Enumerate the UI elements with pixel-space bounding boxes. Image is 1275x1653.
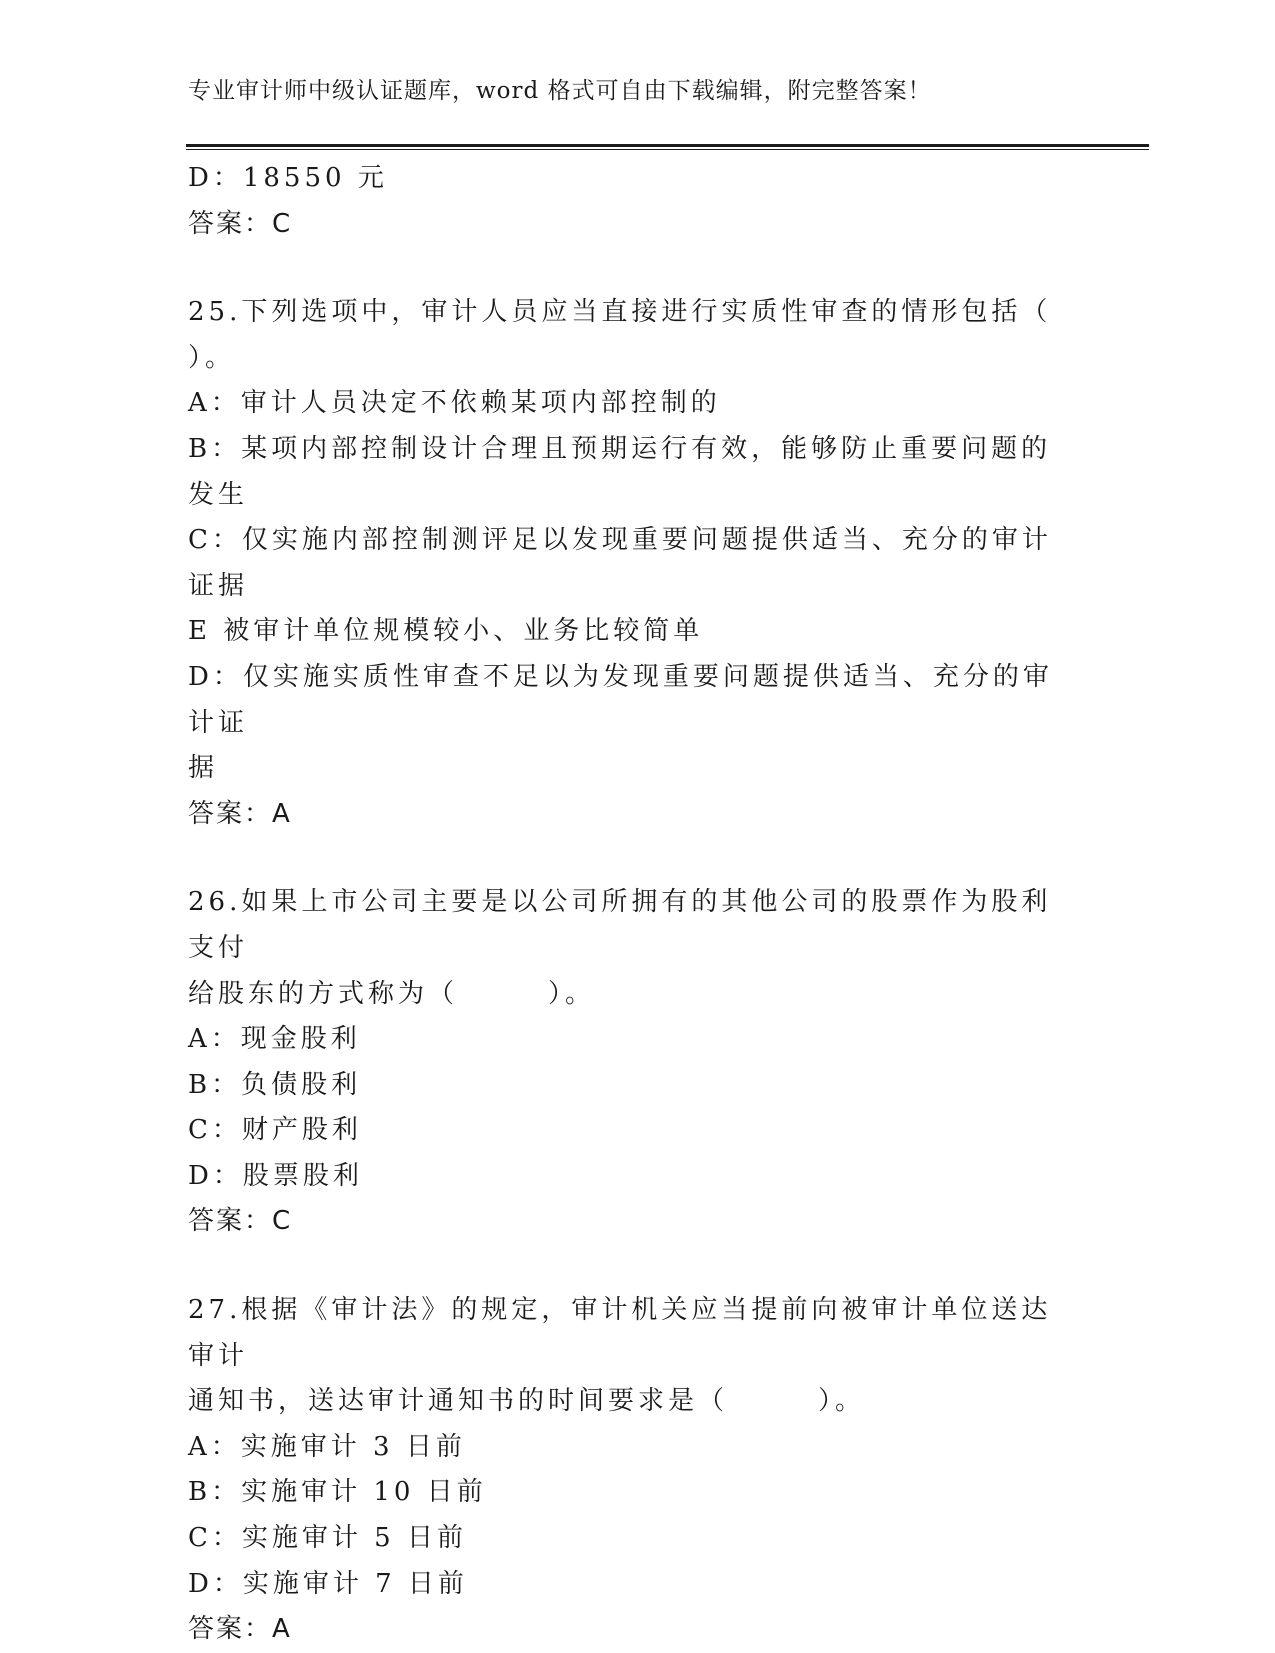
question-stem-cont: ）。 xyxy=(188,342,236,373)
option-b: B：某项内部控制设计合理且预期运行有效，能够防止重要问题的发生 xyxy=(188,433,1052,510)
prev-answer: 答案：C xyxy=(188,208,293,239)
question-stem-cont: 通知书，送达审计通知书的时间要求是（ ）。 xyxy=(188,1386,866,1417)
option-a: A：现金股利 xyxy=(188,1024,361,1055)
option-c: C：实施审计 5 日前 xyxy=(188,1523,467,1554)
spacer xyxy=(188,247,1068,290)
header-rule-thin xyxy=(186,149,1149,150)
question-stem-cont: 给股东的方式称为（ ）。 xyxy=(188,978,596,1009)
page-header: 专业审计师中级认证题库，word 格式可自由下载编辑，附完整答案！ xyxy=(188,78,932,104)
question-stem: 25.下列选项中，审计人员应当直接进行实质性审查的情形包括（ xyxy=(188,297,1052,328)
question-26 xyxy=(188,880,1068,1245)
option-a: A：实施审计 3 日前 xyxy=(188,1431,466,1462)
option-a: A：审计人员决定不依赖某项内部控制的 xyxy=(188,388,721,419)
option-d: D：实施审计 7 日前 xyxy=(188,1568,468,1599)
question-27 xyxy=(188,1288,1068,1653)
spacer xyxy=(188,1245,1068,1288)
answer: 答案：C xyxy=(188,1206,293,1237)
option-c: C：仅实施内部控制测评足以发现重要问题提供适当、充分的审计证据 xyxy=(188,525,1052,601)
question-stem: 27.根据《审计法》的规定，审计机关应当提前向被审计单位送达审计 xyxy=(188,1295,1052,1371)
question-content xyxy=(188,156,1068,1653)
option-b: B：实施审计 10 日前 xyxy=(188,1477,487,1508)
header-rule-thick xyxy=(186,144,1149,147)
prev-option-d: D：18550 元 xyxy=(188,163,388,193)
option-e: E 被审计单位规模较小、业务比较简单 xyxy=(188,616,704,647)
answer: 答案：A xyxy=(188,1614,292,1645)
option-d: D：仅实施实质性审查不足以为发现重要问题提供适当、充分的审计证 xyxy=(188,661,1053,738)
question-25 xyxy=(188,290,1068,837)
option-d-cont: 据 xyxy=(188,753,219,784)
option-b: B：负债股利 xyxy=(188,1069,362,1100)
question-stem: 26.如果上市公司主要是以公司所拥有的其他公司的股票作为股利支付 xyxy=(188,887,1052,963)
answer: 答案：A xyxy=(188,798,292,829)
option-c: C：财产股利 xyxy=(188,1115,362,1146)
option-d: D：股票股利 xyxy=(188,1160,363,1191)
spacer xyxy=(188,837,1068,880)
